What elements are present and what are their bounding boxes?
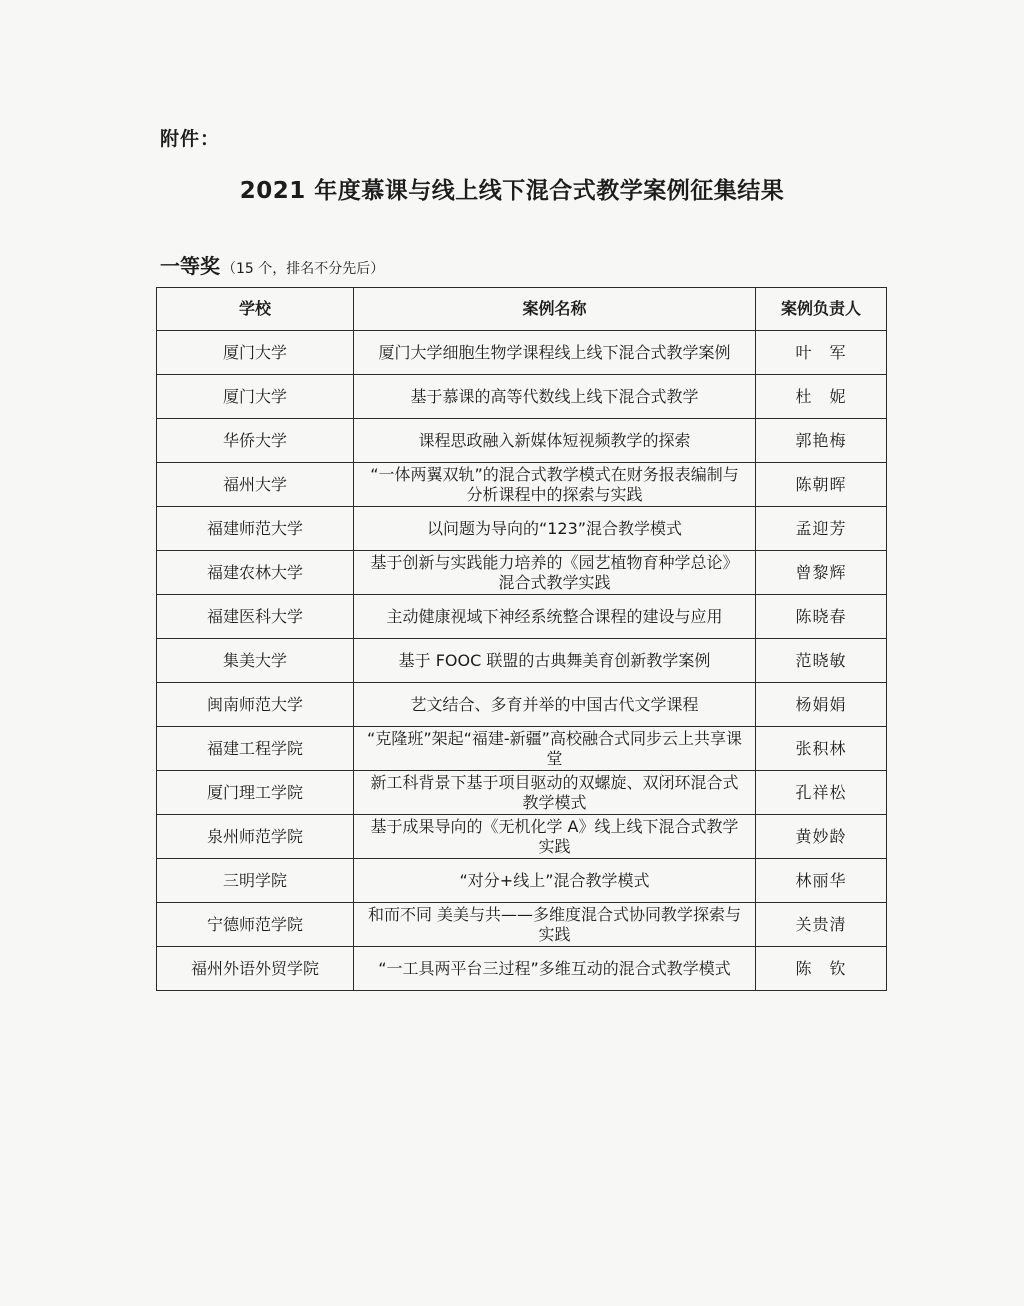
table-row bbox=[157, 331, 887, 375]
table-row bbox=[157, 595, 887, 639]
header-case-name: 案例名称 bbox=[354, 288, 756, 331]
lead-cell: 曾黎辉 bbox=[756, 551, 887, 595]
school-cell: 宁德师范学院 bbox=[157, 903, 354, 947]
document-title: 2021 年度慕课与线上线下混合式教学案例征集结果 bbox=[239, 178, 785, 204]
table-row bbox=[157, 551, 887, 595]
table-row bbox=[157, 947, 887, 991]
lead-cell: 林丽华 bbox=[756, 859, 887, 903]
lead-cell: 孟迎芳 bbox=[756, 507, 887, 551]
case-cell: “一体两翼双轨”的混合式教学模式在财务报表编制与分析课程中的探索与实践 bbox=[354, 463, 756, 507]
school-cell: 福州大学 bbox=[157, 463, 354, 507]
school-cell: 华侨大学 bbox=[157, 419, 354, 463]
table-row bbox=[157, 639, 887, 683]
table-row bbox=[157, 419, 887, 463]
school-cell: 泉州师范学院 bbox=[157, 815, 354, 859]
table-row bbox=[157, 375, 887, 419]
case-cell: 以问题为导向的“123”混合教学模式 bbox=[354, 507, 756, 551]
case-cell: 基于 FOOC 联盟的古典舞美育创新教学案例 bbox=[354, 639, 756, 683]
case-cell: “一工具两平台三过程”多维互动的混合式教学模式 bbox=[354, 947, 756, 991]
case-cell: 课程思政融入新媒体短视频教学的探索 bbox=[354, 419, 756, 463]
school-cell: 集美大学 bbox=[157, 639, 354, 683]
header-school: 学校 bbox=[157, 288, 354, 331]
table-row bbox=[157, 771, 887, 815]
award-note: （15 个，排名不分先后） bbox=[222, 261, 385, 277]
award-name: 一等奖 bbox=[160, 254, 220, 278]
case-cell: 基于创新与实践能力培养的《园艺植物育种学总论》混合式教学实践 bbox=[354, 551, 756, 595]
table-header-row bbox=[157, 288, 887, 331]
lead-cell: 张积林 bbox=[756, 727, 887, 771]
case-cell: “克隆班”架起“福建-新疆”高校融合式同步云上共享课堂 bbox=[354, 727, 756, 771]
school-cell: 厦门大学 bbox=[157, 331, 354, 375]
lead-cell: 陈 钦 bbox=[756, 947, 887, 991]
award-heading bbox=[160, 250, 384, 279]
lead-cell: 关贵清 bbox=[756, 903, 887, 947]
table-row bbox=[157, 463, 887, 507]
case-cell: 基于慕课的高等代数线上线下混合式教学 bbox=[354, 375, 756, 419]
lead-cell: 杨娟娟 bbox=[756, 683, 887, 727]
school-cell: 三明学院 bbox=[157, 859, 354, 903]
case-cell: 厦门大学细胞生物学课程线上线下混合式教学案例 bbox=[354, 331, 756, 375]
table-row bbox=[157, 683, 887, 727]
school-cell: 厦门理工学院 bbox=[157, 771, 354, 815]
school-cell: 福州外语外贸学院 bbox=[157, 947, 354, 991]
lead-cell: 孔祥松 bbox=[756, 771, 887, 815]
attachment-label: 附件： bbox=[160, 128, 221, 150]
table-row bbox=[157, 727, 887, 771]
school-cell: 闽南师范大学 bbox=[157, 683, 354, 727]
table-row bbox=[157, 859, 887, 903]
lead-cell: 杜 妮 bbox=[756, 375, 887, 419]
case-cell: 基于成果导向的《无机化学 A》线上线下混合式教学实践 bbox=[354, 815, 756, 859]
lead-cell: 范晓敏 bbox=[756, 639, 887, 683]
results-table bbox=[156, 287, 887, 991]
lead-cell: 黄妙龄 bbox=[756, 815, 887, 859]
school-cell: 福建医科大学 bbox=[157, 595, 354, 639]
lead-cell: 陈晓春 bbox=[756, 595, 887, 639]
header-case-lead: 案例负责人 bbox=[756, 288, 887, 331]
lead-cell: 叶 军 bbox=[756, 331, 887, 375]
case-cell: “对分+线上”混合教学模式 bbox=[354, 859, 756, 903]
case-cell: 艺文结合、多育并举的中国古代文学课程 bbox=[354, 683, 756, 727]
table-row bbox=[157, 507, 887, 551]
case-cell: 主动健康视域下神经系统整合课程的建设与应用 bbox=[354, 595, 756, 639]
school-cell: 厦门大学 bbox=[157, 375, 354, 419]
lead-cell: 郭艳梅 bbox=[756, 419, 887, 463]
table-row bbox=[157, 903, 887, 947]
school-cell: 福建师范大学 bbox=[157, 507, 354, 551]
case-cell: 和而不同 美美与共——多维度混合式协同教学探索与实践 bbox=[354, 903, 756, 947]
lead-cell: 陈朝晖 bbox=[756, 463, 887, 507]
school-cell: 福建农林大学 bbox=[157, 551, 354, 595]
table-row bbox=[157, 815, 887, 859]
school-cell: 福建工程学院 bbox=[157, 727, 354, 771]
case-cell: 新工科背景下基于项目驱动的双螺旋、双闭环混合式教学模式 bbox=[354, 771, 756, 815]
